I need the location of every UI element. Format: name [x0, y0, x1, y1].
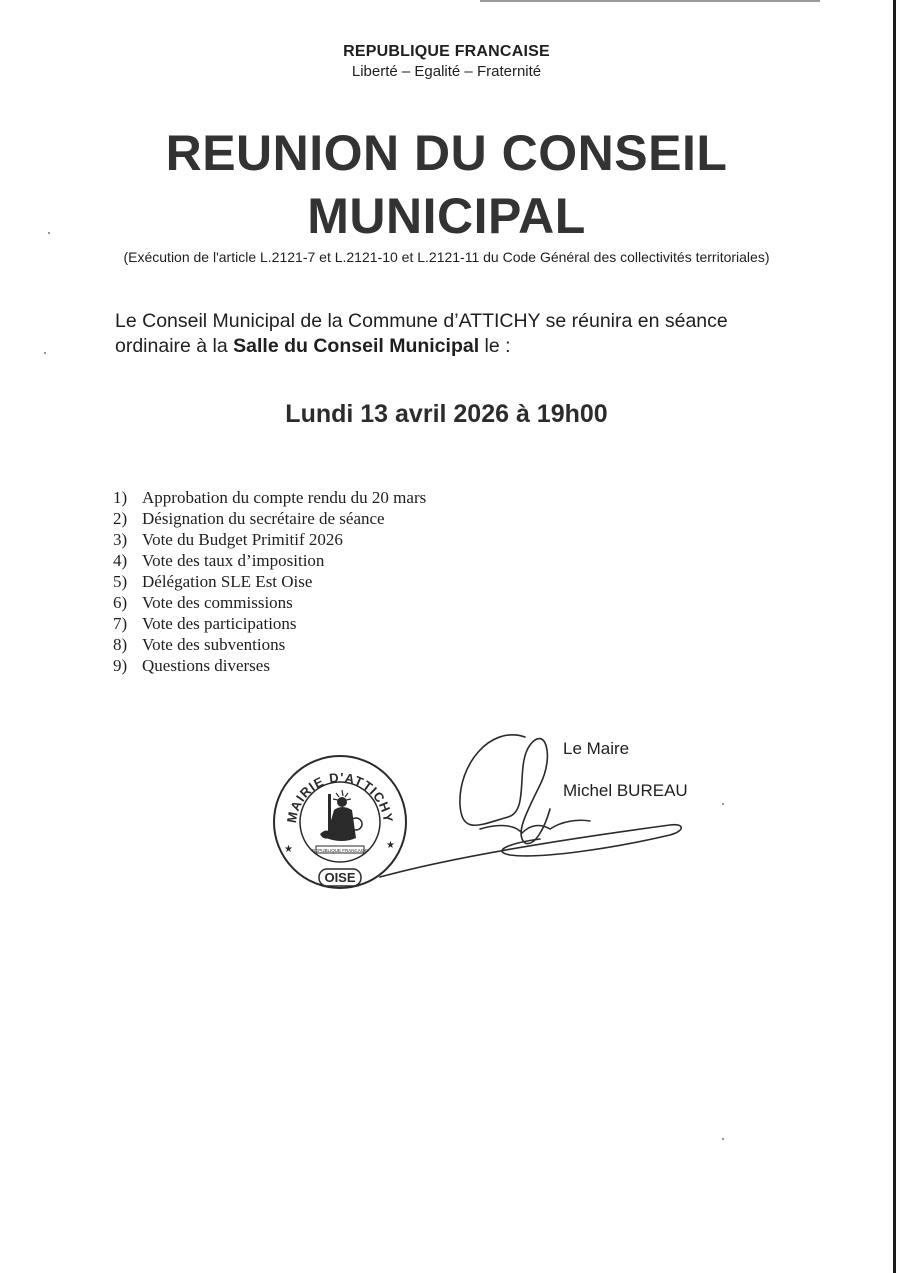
mayor-signature	[340, 725, 700, 895]
agenda-item-number: 8)	[113, 635, 128, 654]
agenda-item-text: Délégation SLE Est Oise	[142, 572, 313, 591]
agenda-item-number: 1)	[113, 488, 128, 507]
agenda-item	[113, 613, 426, 634]
stamp-top-text: MAIRIE D'ATTICHY	[283, 769, 397, 825]
document-title	[0, 122, 893, 248]
national-motto: Liberté – Egalité – Fraternité	[351, 63, 542, 80]
scan-speck	[722, 803, 724, 805]
agenda-item-number: 5)	[113, 572, 128, 591]
scan-edge-right	[893, 0, 896, 1273]
agenda-item-number: 9)	[113, 656, 128, 675]
agenda-item-text: Questions diverses	[142, 656, 270, 675]
announcement-text-end: le :	[479, 335, 511, 357]
agenda-list	[113, 487, 426, 676]
meeting-announcement	[115, 309, 815, 359]
title-line-2: MUNICIPAL	[307, 188, 586, 244]
agenda-item	[113, 634, 426, 655]
country-name: REPUBLIQUE FRANCAISE	[343, 43, 550, 60]
document-header	[0, 42, 893, 82]
stamp-bottom-text: OISE	[324, 870, 356, 885]
announcement-text: ordinaire à la	[115, 335, 234, 357]
agenda-item	[113, 508, 426, 529]
scan-edge-top	[480, 0, 820, 2]
scan-speck	[722, 1138, 724, 1140]
agenda-item-text: Approbation du compte rendu du 20 mars	[142, 488, 427, 507]
signature-loops	[460, 735, 550, 844]
agenda-item	[113, 571, 426, 592]
agenda-item	[113, 529, 426, 550]
signature-flourish	[380, 825, 681, 877]
title-line-1: REUNION DU CONSEIL	[165, 125, 728, 181]
announcement-line-2	[115, 334, 815, 359]
agenda-item-text: Vote des commissions	[142, 593, 293, 612]
agenda-item-text: Vote des taux d’imposition	[142, 551, 325, 570]
agenda-item	[113, 550, 426, 571]
stamp-star-left-icon: ★	[284, 844, 293, 855]
signatory-name: Michel BUREAU	[563, 781, 688, 800]
agenda-item-text: Vote du Budget Primitif 2026	[142, 530, 343, 549]
agenda-item-text: Désignation du secrétaire de séance	[142, 509, 385, 528]
agenda-item-number: 7)	[113, 614, 128, 633]
agenda-item-number: 6)	[113, 593, 128, 612]
meeting-date: Lundi 13 avril 2026 à 19h00	[285, 400, 608, 428]
agenda-item	[113, 487, 426, 508]
agenda-item-text: Vote des subventions	[142, 635, 286, 654]
legal-reference: (Exécution de l'article L.2121-7 et L.2121-10 et L.2121-11 du Code Général des collectivités territoriales)	[123, 249, 770, 265]
agenda-item	[113, 655, 426, 676]
agenda-item-number: 2)	[113, 509, 128, 528]
stamp-inner-text: REPUBLIQUE FRANCAISE	[311, 848, 369, 853]
scan-speck	[44, 352, 46, 354]
agenda-item-number: 3)	[113, 530, 128, 549]
stamp-star-right-icon: ★	[386, 840, 395, 851]
agenda-item-text: Vote des participations	[142, 614, 297, 633]
agenda-item	[113, 592, 426, 613]
meeting-venue: Salle du Conseil Municipal	[233, 335, 480, 357]
agenda-item-number: 4)	[113, 551, 128, 570]
signature-underline	[480, 820, 590, 833]
signatory-title: Le Maire	[563, 739, 630, 758]
announcement-line-1: Le Conseil Municipal de la Commune d’ATTICHY se réunira en séance	[115, 310, 728, 332]
